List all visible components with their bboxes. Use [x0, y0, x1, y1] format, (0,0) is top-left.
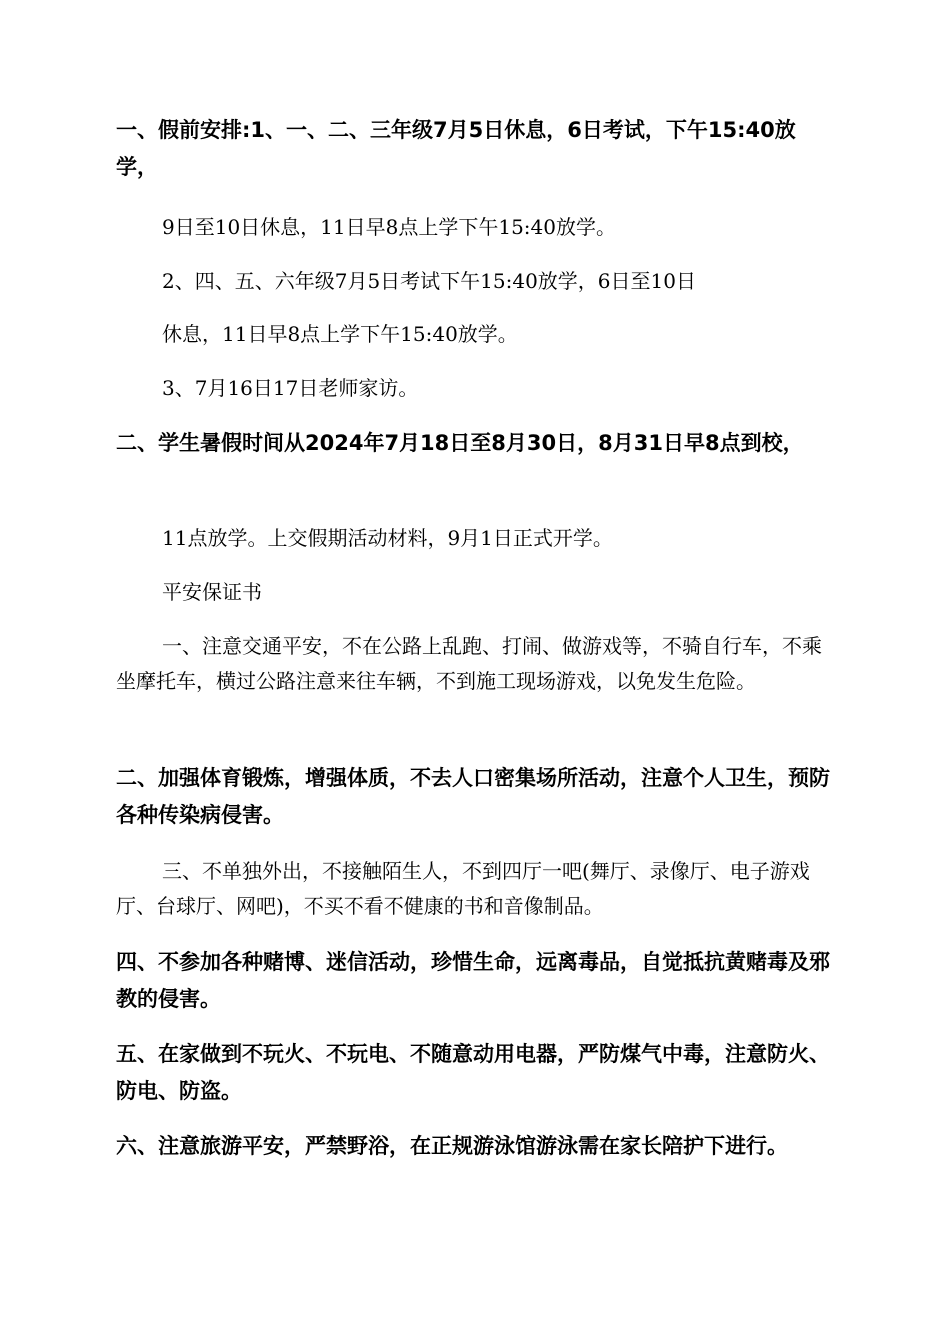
paragraph-pre-holiday-arrangement: 一、假前安排:1、一、二、三年级7月5日休息，6日考试，下午15:40放学，	[116, 118, 796, 179]
pledge-item-no-gambling: 四、不参加各种赌博、迷信活动，珍惜生命，远离毒品，自觉抵抗黄赌毒及邪教的侵害。	[116, 950, 830, 1011]
paragraph-school-start: 11点放学。上交假期活动材料，9月1日正式开学。	[162, 526, 613, 550]
paragraph-grades-1-3-continued: 9日至10日休息，11日早8点上学下午15:40放学。	[162, 215, 616, 239]
paragraph-summer-vacation-dates: 二、学生暑假时间从2024年7月18日至8月30日，8月31日早8点到校，	[116, 431, 804, 455]
safety-pledge-title: 平安保证书	[162, 580, 262, 604]
paragraph-home-visit: 3、7月16日17日老师家访。	[162, 376, 419, 400]
pledge-item-home-safety: 五、在家做到不玩火、不玩电、不随意动用电器，严防煤气中毒，注意防火、防电、防盗。	[116, 1042, 830, 1103]
paragraph-grades-4-6: 2、四、五、六年级7月5日考试下午15:40放学，6日至10日	[162, 269, 696, 293]
pledge-item-traffic-safety: 一、注意交通平安，不在公路上乱跑、打闹、做游戏等，不骑自行车，不乘坐摩托车，横过公路注意来往车辆，不到施工现场游戏，以免发生危险。	[116, 634, 822, 693]
paragraph-grades-4-6-continued: 休息，11日早8点上学下午15:40放学。	[162, 322, 518, 346]
pledge-item-no-going-out-alone: 三、不单独外出，不接触陌生人，不到四厅一吧(舞厅、录像厅、电子游戏厅、台球厅、网吧)，不买不看不健康的书和音像制品。	[116, 859, 810, 918]
pledge-item-travel-swimming-safety: 六、注意旅游平安，严禁野浴，在正规游泳馆游泳需在家长陪护下进行。	[116, 1134, 788, 1158]
pledge-item-physical-exercise: 二、加强体育锻炼，增强体质，不去人口密集场所活动，注意个人卫生，预防各种传染病侵害。	[116, 766, 830, 827]
